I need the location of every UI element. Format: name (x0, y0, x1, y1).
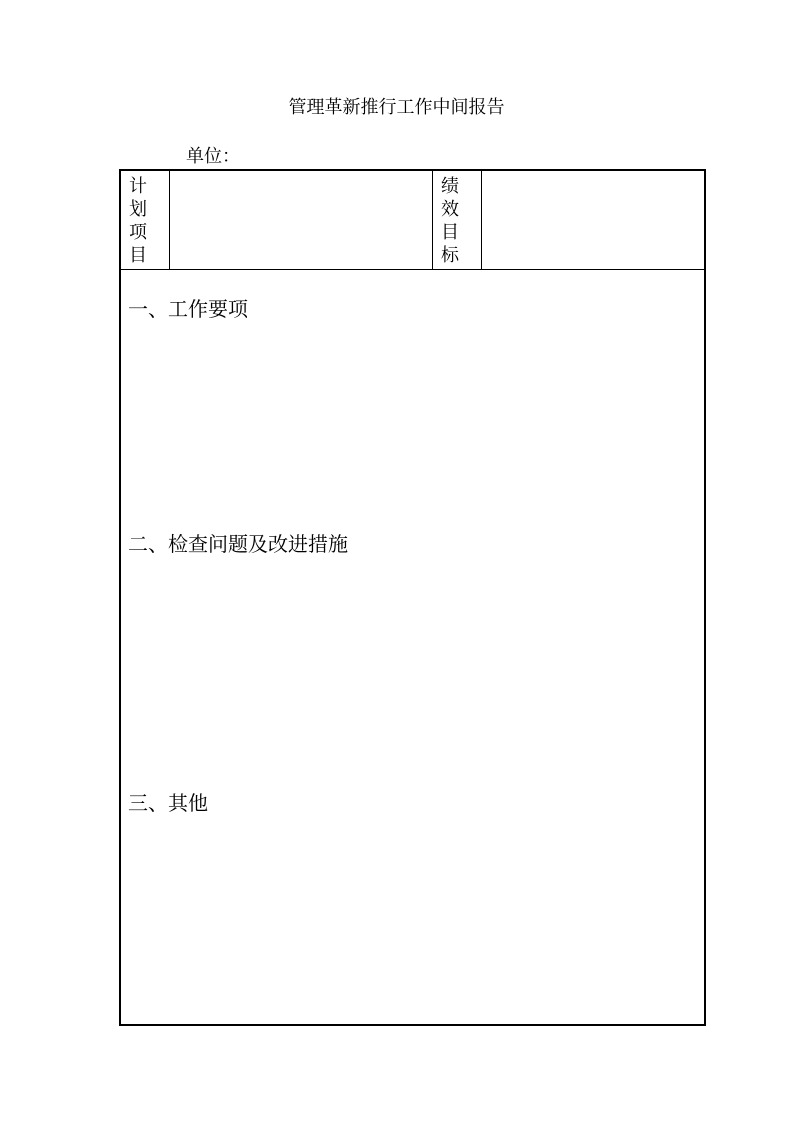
plan-item-label-cell (121, 171, 170, 269)
plan-item-label: 计划项目 (129, 176, 147, 266)
performance-target-label: 绩效目标 (441, 176, 459, 266)
performance-target-field[interactable] (482, 171, 704, 269)
performance-target-label-cell (433, 171, 482, 269)
section-heading-issues-improvements: 二、检查问题及改进措施 (128, 532, 348, 556)
plan-item-field[interactable] (170, 171, 433, 269)
section-heading-other: 三、其他 (128, 791, 208, 815)
page-title: 管理革新推行工作中间报告 (288, 97, 505, 118)
plan-row (121, 171, 704, 270)
report-form (119, 169, 706, 1026)
unit-label: 单位： (186, 146, 240, 167)
section-heading-work-items: 一、工作要项 (128, 297, 248, 321)
